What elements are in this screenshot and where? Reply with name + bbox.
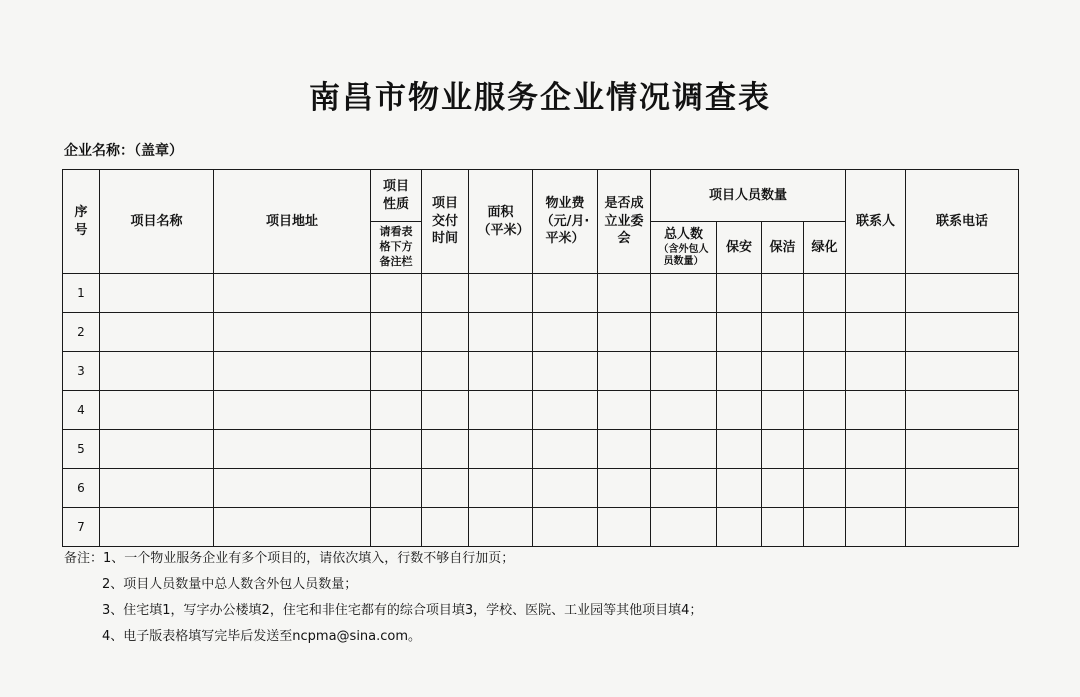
table-cell[interactable]	[214, 391, 371, 430]
table-cell[interactable]	[651, 469, 717, 508]
table-cell[interactable]	[469, 391, 533, 430]
table-cell[interactable]	[846, 430, 906, 469]
table-cell[interactable]	[533, 508, 598, 547]
table-cell[interactable]	[906, 508, 1019, 547]
note-3: 3、住宅填1，写字办公楼填2，住宅和非住宅都有的综合项目填3，学校、医院、工业园等其他项目填4；	[102, 603, 703, 618]
table-cell[interactable]	[717, 391, 762, 430]
table-row	[63, 508, 1019, 547]
table-cell[interactable]	[214, 469, 371, 508]
table-cell[interactable]	[371, 391, 422, 430]
table-cell[interactable]	[846, 274, 906, 313]
table-cell[interactable]	[598, 508, 651, 547]
header-security: 保安	[717, 222, 762, 274]
table-cell[interactable]	[906, 430, 1019, 469]
header-delivery-time: 项目交付时间	[422, 170, 469, 274]
table-cell[interactable]	[906, 391, 1019, 430]
table-cell[interactable]	[762, 274, 804, 313]
table-row	[63, 469, 1019, 508]
table-cell[interactable]	[804, 313, 846, 352]
table-row	[63, 391, 1019, 430]
table-cell[interactable]	[100, 391, 214, 430]
table-cell[interactable]	[717, 430, 762, 469]
table-row	[63, 313, 1019, 352]
table-cell[interactable]	[846, 313, 906, 352]
table-cell[interactable]	[906, 352, 1019, 391]
table-cell[interactable]	[804, 352, 846, 391]
table-cell[interactable]	[100, 313, 214, 352]
table-cell[interactable]	[533, 274, 598, 313]
table-cell[interactable]	[469, 274, 533, 313]
header-project-address: 项目地址	[214, 170, 371, 274]
table-cell[interactable]	[371, 313, 422, 352]
table-cell[interactable]	[651, 313, 717, 352]
header-contact: 联系人	[846, 170, 906, 274]
table-cell[interactable]	[533, 391, 598, 430]
table-cell[interactable]	[804, 430, 846, 469]
table-cell[interactable]	[422, 430, 469, 469]
table-cell[interactable]	[100, 469, 214, 508]
table-cell[interactable]	[717, 469, 762, 508]
row-number: 1	[63, 274, 100, 313]
row-number: 3	[63, 352, 100, 391]
table-cell[interactable]	[804, 274, 846, 313]
table-row	[63, 352, 1019, 391]
table-cell[interactable]	[598, 469, 651, 508]
note-1: 备注：1、一个物业服务企业有多个项目的，请依次填入，行数不够自行加页；	[64, 551, 515, 566]
header-project-name: 项目名称	[100, 170, 214, 274]
header-phone: 联系电话	[906, 170, 1019, 274]
table-cell[interactable]	[533, 352, 598, 391]
table-cell[interactable]	[762, 391, 804, 430]
table-cell[interactable]	[598, 313, 651, 352]
table-cell[interactable]	[804, 469, 846, 508]
table-cell[interactable]	[469, 508, 533, 547]
table-cell[interactable]	[598, 274, 651, 313]
table-cell[interactable]	[371, 469, 422, 508]
table-cell[interactable]	[533, 469, 598, 508]
table-cell[interactable]	[846, 391, 906, 430]
table-cell[interactable]	[214, 313, 371, 352]
table-cell[interactable]	[214, 508, 371, 547]
table-cell[interactable]	[533, 430, 598, 469]
header-total-staff	[651, 222, 717, 274]
header-area: 面积（平米）	[469, 170, 533, 274]
table-cell[interactable]	[469, 313, 533, 352]
row-number: 6	[63, 469, 100, 508]
note-4: 4、电子版表格填写完毕后发送至ncpma@sina.com。	[102, 629, 422, 644]
table-cell[interactable]	[762, 469, 804, 508]
row-number: 7	[63, 508, 100, 547]
table-cell[interactable]	[717, 352, 762, 391]
table-cell[interactable]	[422, 274, 469, 313]
header-staff-count: 项目人员数量	[651, 170, 846, 222]
table-cell[interactable]	[804, 391, 846, 430]
table-cell[interactable]	[100, 508, 214, 547]
table-cell[interactable]	[100, 274, 214, 313]
table-cell[interactable]	[762, 508, 804, 547]
table-cell[interactable]	[214, 430, 371, 469]
table-cell[interactable]	[651, 274, 717, 313]
table-cell[interactable]	[651, 391, 717, 430]
table-cell[interactable]	[846, 352, 906, 391]
survey-table	[62, 169, 1019, 547]
table-cell[interactable]	[469, 430, 533, 469]
total-staff-label: 总人数	[663, 227, 703, 243]
table-cell[interactable]	[651, 352, 717, 391]
table-cell[interactable]	[762, 430, 804, 469]
table-cell[interactable]	[100, 430, 214, 469]
company-name-label: 企业名称：（盖章）	[64, 143, 183, 159]
table-row	[63, 430, 1019, 469]
table-cell[interactable]	[846, 508, 906, 547]
table-cell[interactable]	[906, 274, 1019, 313]
header-seq: 序号	[63, 170, 100, 274]
table-cell[interactable]	[906, 313, 1019, 352]
notes	[64, 549, 702, 653]
table-cell[interactable]	[422, 508, 469, 547]
table-cell[interactable]	[100, 352, 214, 391]
note-2: 2、项目人员数量中总人数含外包人员数量；	[102, 577, 358, 592]
header-project-nature: 项目性质	[371, 170, 422, 222]
table-cell[interactable]	[846, 469, 906, 508]
table-cell[interactable]	[533, 313, 598, 352]
table-cell[interactable]	[762, 313, 804, 352]
row-number: 2	[63, 313, 100, 352]
total-staff-note: （含外包人员数量）	[658, 243, 709, 268]
table-cell[interactable]	[371, 352, 422, 391]
table-cell[interactable]	[371, 430, 422, 469]
table-cell[interactable]	[717, 313, 762, 352]
table-cell[interactable]	[906, 469, 1019, 508]
page-title: 南昌市物业服务企业情况调查表	[309, 80, 771, 116]
header-project-nature-note: 请看表格下方备注栏	[371, 222, 422, 274]
table-cell[interactable]	[598, 352, 651, 391]
table-cell[interactable]	[422, 469, 469, 508]
table-cell[interactable]	[469, 352, 533, 391]
table-cell[interactable]	[717, 508, 762, 547]
table-cell[interactable]	[214, 352, 371, 391]
table-cell[interactable]	[371, 508, 422, 547]
header-greening: 绿化	[804, 222, 846, 274]
table-cell[interactable]	[651, 508, 717, 547]
table-cell[interactable]	[422, 391, 469, 430]
table-cell[interactable]	[651, 430, 717, 469]
table-cell[interactable]	[469, 469, 533, 508]
table-cell[interactable]	[762, 352, 804, 391]
table-cell[interactable]	[371, 274, 422, 313]
table-row	[63, 274, 1019, 313]
table-cell[interactable]	[804, 508, 846, 547]
table-cell[interactable]	[598, 391, 651, 430]
header-fee: 物业费（元/月·平米）	[533, 170, 598, 274]
row-number: 5	[63, 430, 100, 469]
table-cell[interactable]	[422, 352, 469, 391]
table-cell[interactable]	[214, 274, 371, 313]
header-cleaning: 保洁	[762, 222, 804, 274]
row-number: 4	[63, 391, 100, 430]
table-cell[interactable]	[422, 313, 469, 352]
table-cell[interactable]	[717, 274, 762, 313]
table-cell[interactable]	[598, 430, 651, 469]
header-owners-committee: 是否成立业委会	[598, 170, 651, 274]
